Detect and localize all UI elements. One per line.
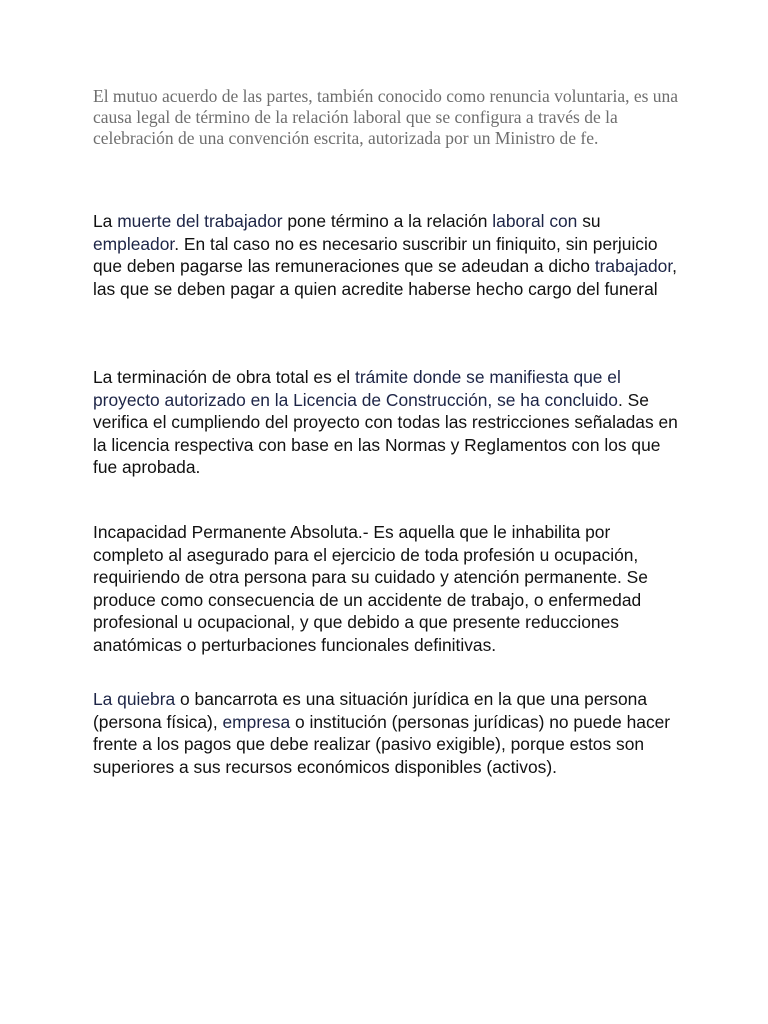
paragraph-terminacion-obra xyxy=(93,366,683,479)
link-laboral-con[interactable]: laboral con xyxy=(492,211,578,231)
link-la-quiebra[interactable]: La quiebra xyxy=(93,689,176,709)
paragraph-text: pone término a la relación xyxy=(282,211,493,231)
paragraph-text: , las que se deben pagar a quien acredite haberse hecho cargo del funeral xyxy=(93,256,678,299)
paragraph-incapacidad-permanente xyxy=(93,521,683,657)
paragraph-text: o institución (personas jurídicas) no puede hacer frente a los pagos que debe realizar (pasivo exigible), porque estos son superiores a sus recursos económicos disponibles (activos). xyxy=(93,711,671,777)
link-trabajador[interactable]: trabajador xyxy=(594,256,673,277)
link-empresa[interactable]: empresa xyxy=(222,711,291,732)
paragraph-quiebra xyxy=(93,688,683,778)
link-muerte-del-trabajador[interactable]: muerte del trabajador xyxy=(117,211,283,231)
paragraph-text: La terminación de obra total es el xyxy=(93,367,355,387)
paragraph-text: El mutuo acuerdo de las partes, también conocido como renuncia voluntaria, es una causa legal de término de la relación laboral que se configura a través de la celebración de una convención escrita, autorizada por un Ministro de fe. xyxy=(93,86,679,148)
paragraph-text: o bancarrota es una situación jurídica en la que una persona (persona física), xyxy=(93,689,648,732)
paragraph-text: La xyxy=(93,211,118,231)
link-empleador[interactable]: empleador xyxy=(93,233,175,254)
link-tramite-licencia-construccion[interactable]: trámite donde se manifiesta que el proyecto autorizado en la Licencia de Construcción, se ha concluido xyxy=(93,367,621,410)
paragraph-text: su xyxy=(577,211,601,231)
paragraph-text: . Se verifica el cumpliendo del proyecto con todas las restricciones señaladas en la licencia respectiva con base en las Normas y Reglamentos con los que fue aprobada. xyxy=(93,389,678,478)
paragraph-text: . En tal caso no es necesario suscribir un finiquito, sin perjuicio que deben pagarse las remuneraciones que se adeudan a dicho xyxy=(93,233,658,277)
paragraph-text: Incapacidad Permanente Absoluta.- Es aquella que le inhabilita por completo al asegurado para el ejercicio de toda profesión u ocupación, requiriendo de otra persona para su cuidado y atención permanente. Se produce como consecuencia de un accidente de trabajo, o enfermedad profesional u ocupacional, y que debido a que presente reducciones anatómicas o perturbaciones funcionales definitivas. xyxy=(93,522,648,655)
paragraph-muerte-trabajador xyxy=(93,210,683,300)
paragraph-mutuo-acuerdo xyxy=(93,86,683,149)
